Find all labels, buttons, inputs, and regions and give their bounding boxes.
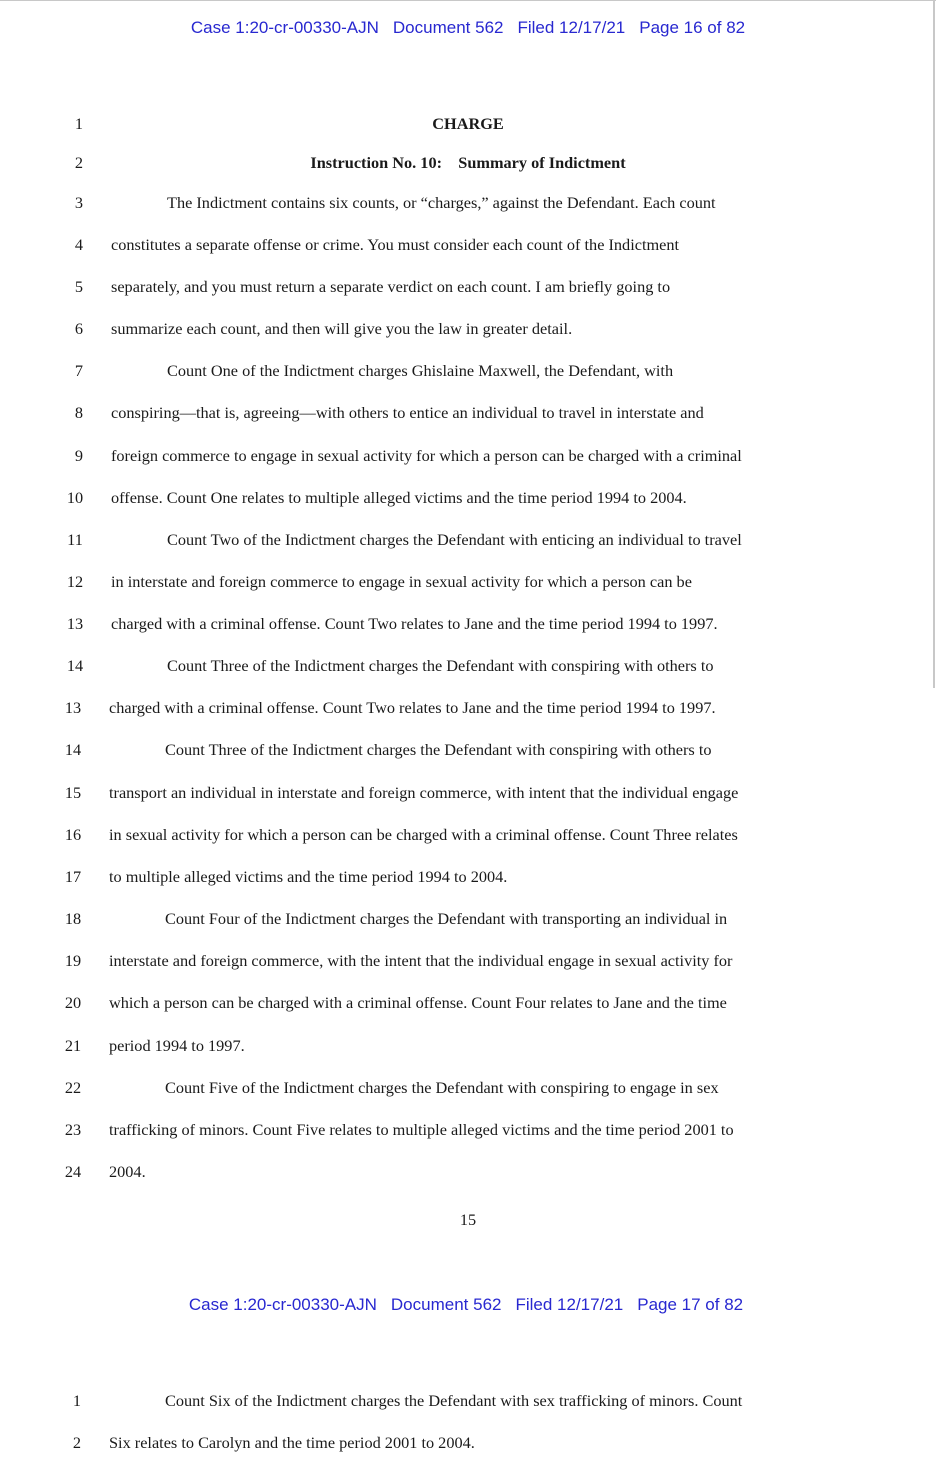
line-text: charged with a criminal offense. Count Two relates to Jane and the time period 1994 to 1997. <box>109 698 716 717</box>
line-number: 5 <box>74 277 84 296</box>
line-text: separately, and you must return a separate verdict on each count. I am briefly going to <box>111 277 671 296</box>
document-line <box>0 570 936 594</box>
line-text: in sexual activity for which a person can be charged with a criminal offense. Count Three relates <box>109 825 738 844</box>
document-line <box>0 696 936 720</box>
line-text: which a person can be charged with a criminal offense. Count Four relates to Jane and the time <box>109 993 727 1012</box>
line-number: 19 <box>64 951 82 970</box>
line-number: 22 <box>64 1078 82 1097</box>
line-number: 2 <box>74 153 84 172</box>
section-heading: CHARGE <box>432 114 504 133</box>
line-text: summarize each count, and then will give you the law in greater detail. <box>111 319 573 338</box>
document-line <box>0 1431 936 1455</box>
line-text: 2004. <box>109 1162 146 1181</box>
line-number: 10 <box>66 488 84 507</box>
line-number: 4 <box>74 235 84 254</box>
line-number: 13 <box>66 614 84 633</box>
line-text: to multiple alleged victims and the time period 1994 to 2004. <box>109 867 508 886</box>
document-line <box>0 823 936 847</box>
line-text: Count Three of the Indictment charges the Defendant with conspiring with others to <box>165 740 712 759</box>
line-text: Count One of the Indictment charges Ghislaine Maxwell, the Defendant, with <box>167 361 674 380</box>
document-line <box>0 275 936 299</box>
document-line <box>0 1034 936 1058</box>
document-line <box>0 486 936 510</box>
instruction-title: Instruction No. 10: Summary of Indictment <box>310 153 626 172</box>
document-line <box>0 359 936 383</box>
line-number: 23 <box>64 1120 82 1139</box>
document-line <box>0 865 936 889</box>
line-text: The Indictment contains six counts, or “charges,” against the Defendant. Each count <box>167 193 716 212</box>
line-number: 14 <box>66 656 84 675</box>
page-top-border <box>0 0 936 1</box>
document-number: Document 562 <box>392 18 504 37</box>
line-text: trafficking of minors. Count Five relates to multiple alleged victims and the time period 2001 to <box>109 1120 734 1139</box>
document-line <box>0 781 936 805</box>
line-text: interstate and foreign commerce, with the intent that the individual engage in sexual activity for <box>109 951 733 970</box>
document-line <box>0 1160 936 1184</box>
document-line <box>0 233 936 257</box>
document-line <box>0 612 936 636</box>
document-line <box>0 949 936 973</box>
line-number: 18 <box>64 909 82 928</box>
case-number: Case 1:20-cr-00330-AJN <box>190 18 379 37</box>
line-number: 14 <box>64 740 82 759</box>
line-text: foreign commerce to engage in sexual activity for which a person can be charged with a criminal <box>111 446 742 465</box>
line-text: constitutes a separate offense or crime. You must consider each count of the Indictment <box>111 235 680 254</box>
line-number: 12 <box>66 572 84 591</box>
line-number: 7 <box>74 361 84 380</box>
ecf-header-page-16 <box>0 18 936 38</box>
document-line <box>0 191 936 215</box>
line-number: 9 <box>74 446 84 465</box>
line-number: 21 <box>64 1036 82 1055</box>
line-number: 1 <box>74 114 84 133</box>
line-number: 8 <box>74 403 84 422</box>
line-number: 20 <box>64 993 82 1012</box>
case-number: Case 1:20-cr-00330-AJN <box>188 1295 377 1314</box>
document-number: Document 562 <box>390 1295 502 1314</box>
document-line <box>0 907 936 931</box>
line-text: Count Two of the Indictment charges the Defendant with enticing an individual to travel <box>167 530 742 549</box>
line-text: in interstate and foreign commerce to engage in sexual activity for which a person can be <box>111 572 692 591</box>
ecf-header-page-17 <box>0 1295 934 1315</box>
document-line <box>0 444 936 468</box>
document-line <box>0 1118 936 1142</box>
document-line <box>0 1389 936 1413</box>
line-number: 11 <box>67 530 83 549</box>
line-number: 13 <box>64 698 82 717</box>
line-number: 3 <box>74 193 84 212</box>
line-text: conspiring—that is, agreeing—with others to entice an individual to travel in interstate and <box>111 403 704 422</box>
document-line <box>0 528 936 552</box>
document-line <box>0 654 936 678</box>
filed-date: Filed 12/17/21 <box>517 18 626 37</box>
line-text: period 1994 to 1997. <box>109 1036 245 1055</box>
document-line <box>0 401 936 425</box>
document-line <box>0 991 936 1015</box>
line-number: 6 <box>74 319 84 338</box>
document-line <box>0 151 936 175</box>
line-number: 24 <box>64 1162 82 1181</box>
line-text: Count Five of the Indictment charges the Defendant with conspiring to engage in sex <box>165 1078 719 1097</box>
document-line <box>0 738 936 762</box>
line-text: offense. Count One relates to multiple alleged victims and the time period 1994 to 2004. <box>111 488 687 507</box>
line-number: 2 <box>72 1433 82 1452</box>
page-indicator: Page 17 of 82 <box>637 1295 744 1314</box>
footer-page-number: 15 <box>459 1210 477 1229</box>
line-text: charged with a criminal offense. Count Two relates to Jane and the time period 1994 to 1997. <box>111 614 718 633</box>
document-line <box>0 317 936 341</box>
document-line <box>0 1076 936 1100</box>
filed-date: Filed 12/17/21 <box>515 1295 624 1314</box>
line-text: Count Four of the Indictment charges the Defendant with transporting an individual in <box>165 909 728 928</box>
document-line <box>0 112 936 136</box>
line-text: Six relates to Carolyn and the time period 2001 to 2004. <box>109 1433 475 1452</box>
line-number: 16 <box>64 825 82 844</box>
line-number: 17 <box>64 867 82 886</box>
line-text: Count Six of the Indictment charges the Defendant with sex trafficking of minors. Count <box>165 1391 743 1410</box>
line-number: 15 <box>64 783 82 802</box>
line-text: Count Three of the Indictment charges the Defendant with conspiring with others to <box>167 656 714 675</box>
line-text: transport an individual in interstate and foreign commerce, with intent that the individual engage <box>109 783 739 802</box>
page-indicator: Page 16 of 82 <box>639 18 746 37</box>
line-number: 1 <box>72 1391 82 1410</box>
